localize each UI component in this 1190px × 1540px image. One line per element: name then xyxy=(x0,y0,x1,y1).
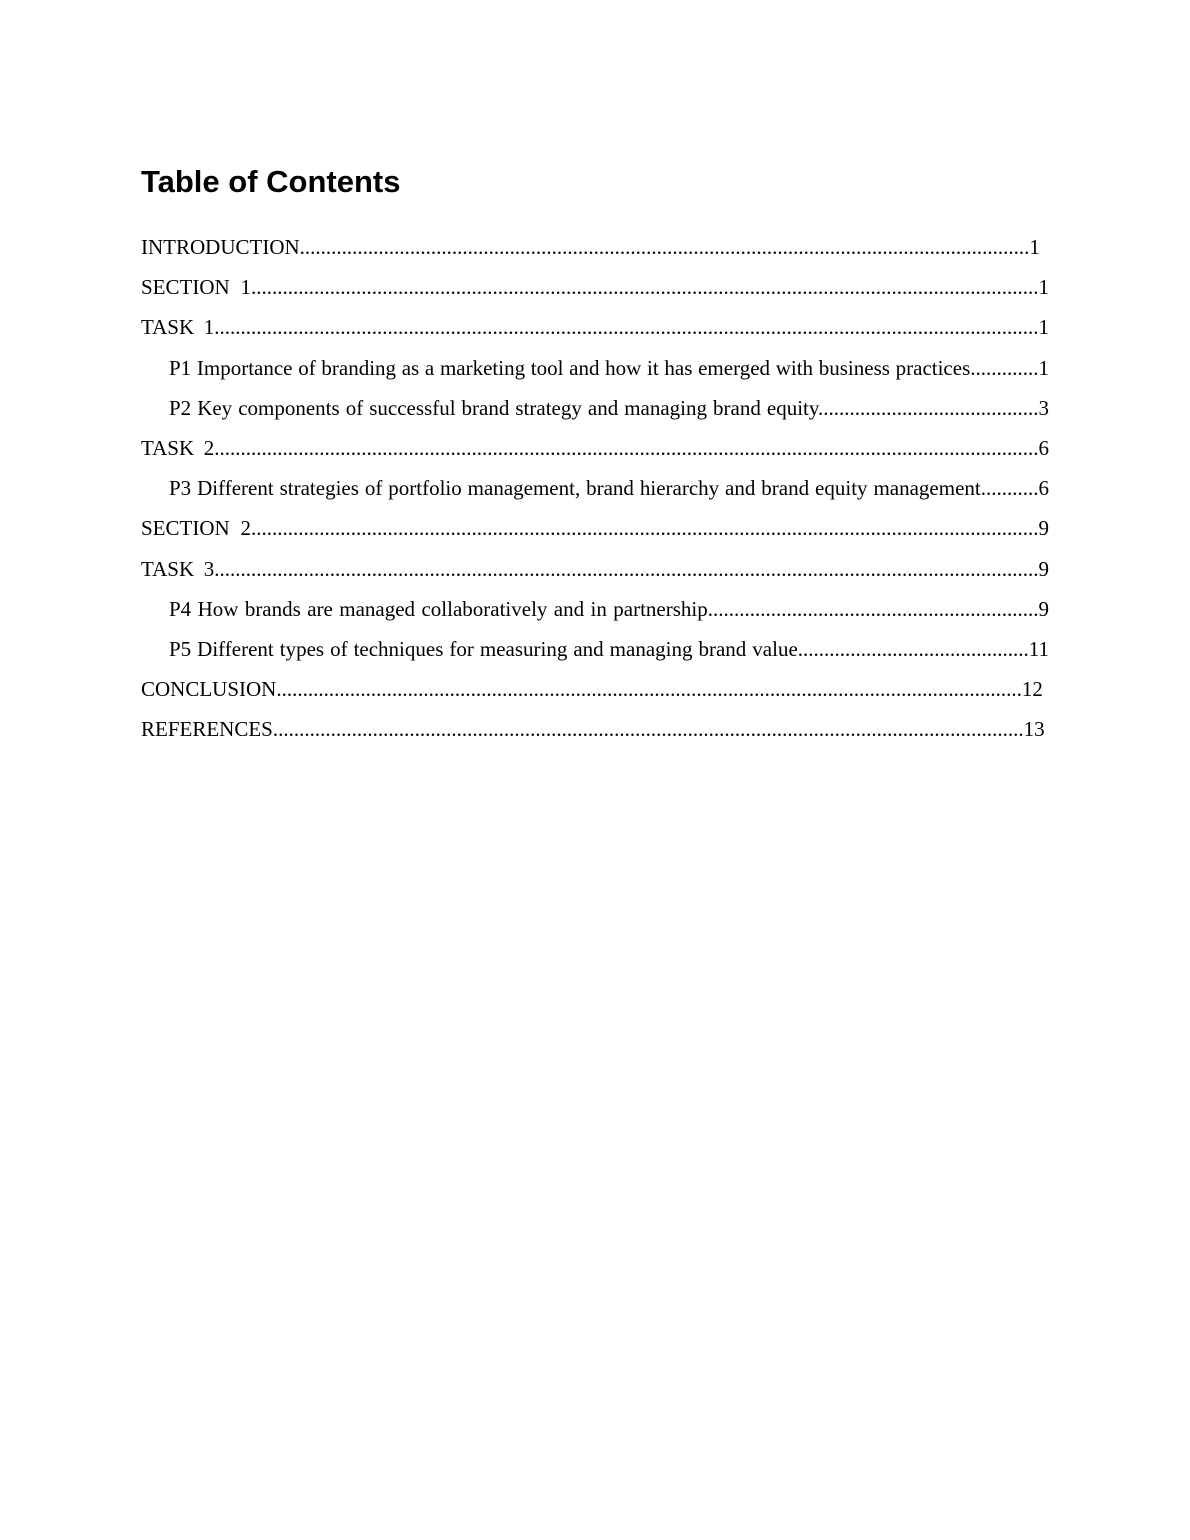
toc-entry-text: P5 Different types of techniques for measuring and managing brand value xyxy=(169,637,798,662)
toc-entry[interactable] xyxy=(141,629,1049,669)
toc-entry-page: 9 xyxy=(1038,516,1049,541)
toc-entry-text: CONCLUSION xyxy=(141,677,277,702)
toc-entry[interactable] xyxy=(141,468,1049,508)
dot-leader: ............................................ xyxy=(797,637,1029,662)
toc-entry-text: INTRODUCTION xyxy=(141,235,300,259)
toc-entry-page: 12 xyxy=(1021,677,1043,702)
toc-entry-text: TASK 2 xyxy=(141,436,215,461)
toc-entry[interactable] xyxy=(141,709,1049,749)
toc-entry[interactable] xyxy=(141,549,1049,589)
toc-list xyxy=(141,227,1049,750)
dot-leader: ...................................................................................................................................................... xyxy=(251,275,1039,300)
toc-entry-text: TASK 3 xyxy=(141,556,215,581)
toc-entry-page: 1 xyxy=(1038,315,1049,340)
toc-entry-page: 1 xyxy=(1029,235,1040,259)
toc-entry-page: 1 xyxy=(1038,355,1049,380)
toc-entry[interactable] xyxy=(141,589,1049,629)
document-page xyxy=(141,162,1049,750)
toc-entry-text: SECTION 2 xyxy=(141,516,251,541)
toc-entry-page: 3 xyxy=(1038,395,1049,420)
toc-entry-text: REFERENCES xyxy=(141,717,273,742)
toc-entry-text: TASK 1 xyxy=(141,315,215,340)
toc-entry[interactable] xyxy=(141,267,1049,307)
toc-entry-page: 6 xyxy=(1038,436,1049,461)
dot-leader: .............................................................................................................................................. xyxy=(276,677,1022,702)
dot-leader: ........................................................................................................................................... xyxy=(299,235,1030,259)
dot-leader: ............................................................... xyxy=(707,596,1039,621)
toc-entry-page: 13 xyxy=(1023,717,1045,742)
toc-entry-page: 9 xyxy=(1038,596,1049,621)
dot-leader: ............................................................................................................................................................. xyxy=(214,436,1039,461)
toc-entry[interactable] xyxy=(141,348,1049,388)
dot-leader: ........... xyxy=(980,476,1039,501)
dot-leader: ............................................................................................................................................................. xyxy=(214,556,1039,581)
toc-entry[interactable] xyxy=(141,428,1049,468)
toc-entry-page: 6 xyxy=(1038,476,1049,501)
toc-entry-page: 9 xyxy=(1038,556,1049,581)
dot-leader: ...................................................................................................................................................... xyxy=(251,516,1039,541)
toc-entry[interactable] xyxy=(141,307,1049,347)
dot-leader: ............. xyxy=(970,355,1039,380)
dot-leader: .......................................... xyxy=(818,395,1039,420)
toc-entry[interactable] xyxy=(141,388,1049,428)
toc-entry-text: P1 Importance of branding as a marketing tool and how it has emerged with business practices xyxy=(169,355,971,380)
toc-entry-page: 1 xyxy=(1038,275,1049,300)
toc-entry-page: 11 xyxy=(1028,637,1049,662)
toc-entry-text: P4 How brands are managed collaboratively and in partnership xyxy=(169,596,708,621)
dot-leader: ............................................................................................................................................................. xyxy=(214,315,1039,340)
toc-entry-text: SECTION 1 xyxy=(141,275,251,300)
dot-leader: ............................................................................................................................................... xyxy=(272,717,1024,742)
toc-entry[interactable] xyxy=(141,508,1049,548)
toc-title: Table of Contents xyxy=(141,164,401,199)
toc-entry[interactable] xyxy=(141,669,1049,709)
toc-entry[interactable] xyxy=(141,227,1049,267)
toc-entry-text: P3 Different strategies of portfolio management, brand hierarchy and brand equity management xyxy=(169,476,981,501)
toc-entry-text: P2 Key components of successful brand strategy and managing brand equity xyxy=(169,395,818,420)
